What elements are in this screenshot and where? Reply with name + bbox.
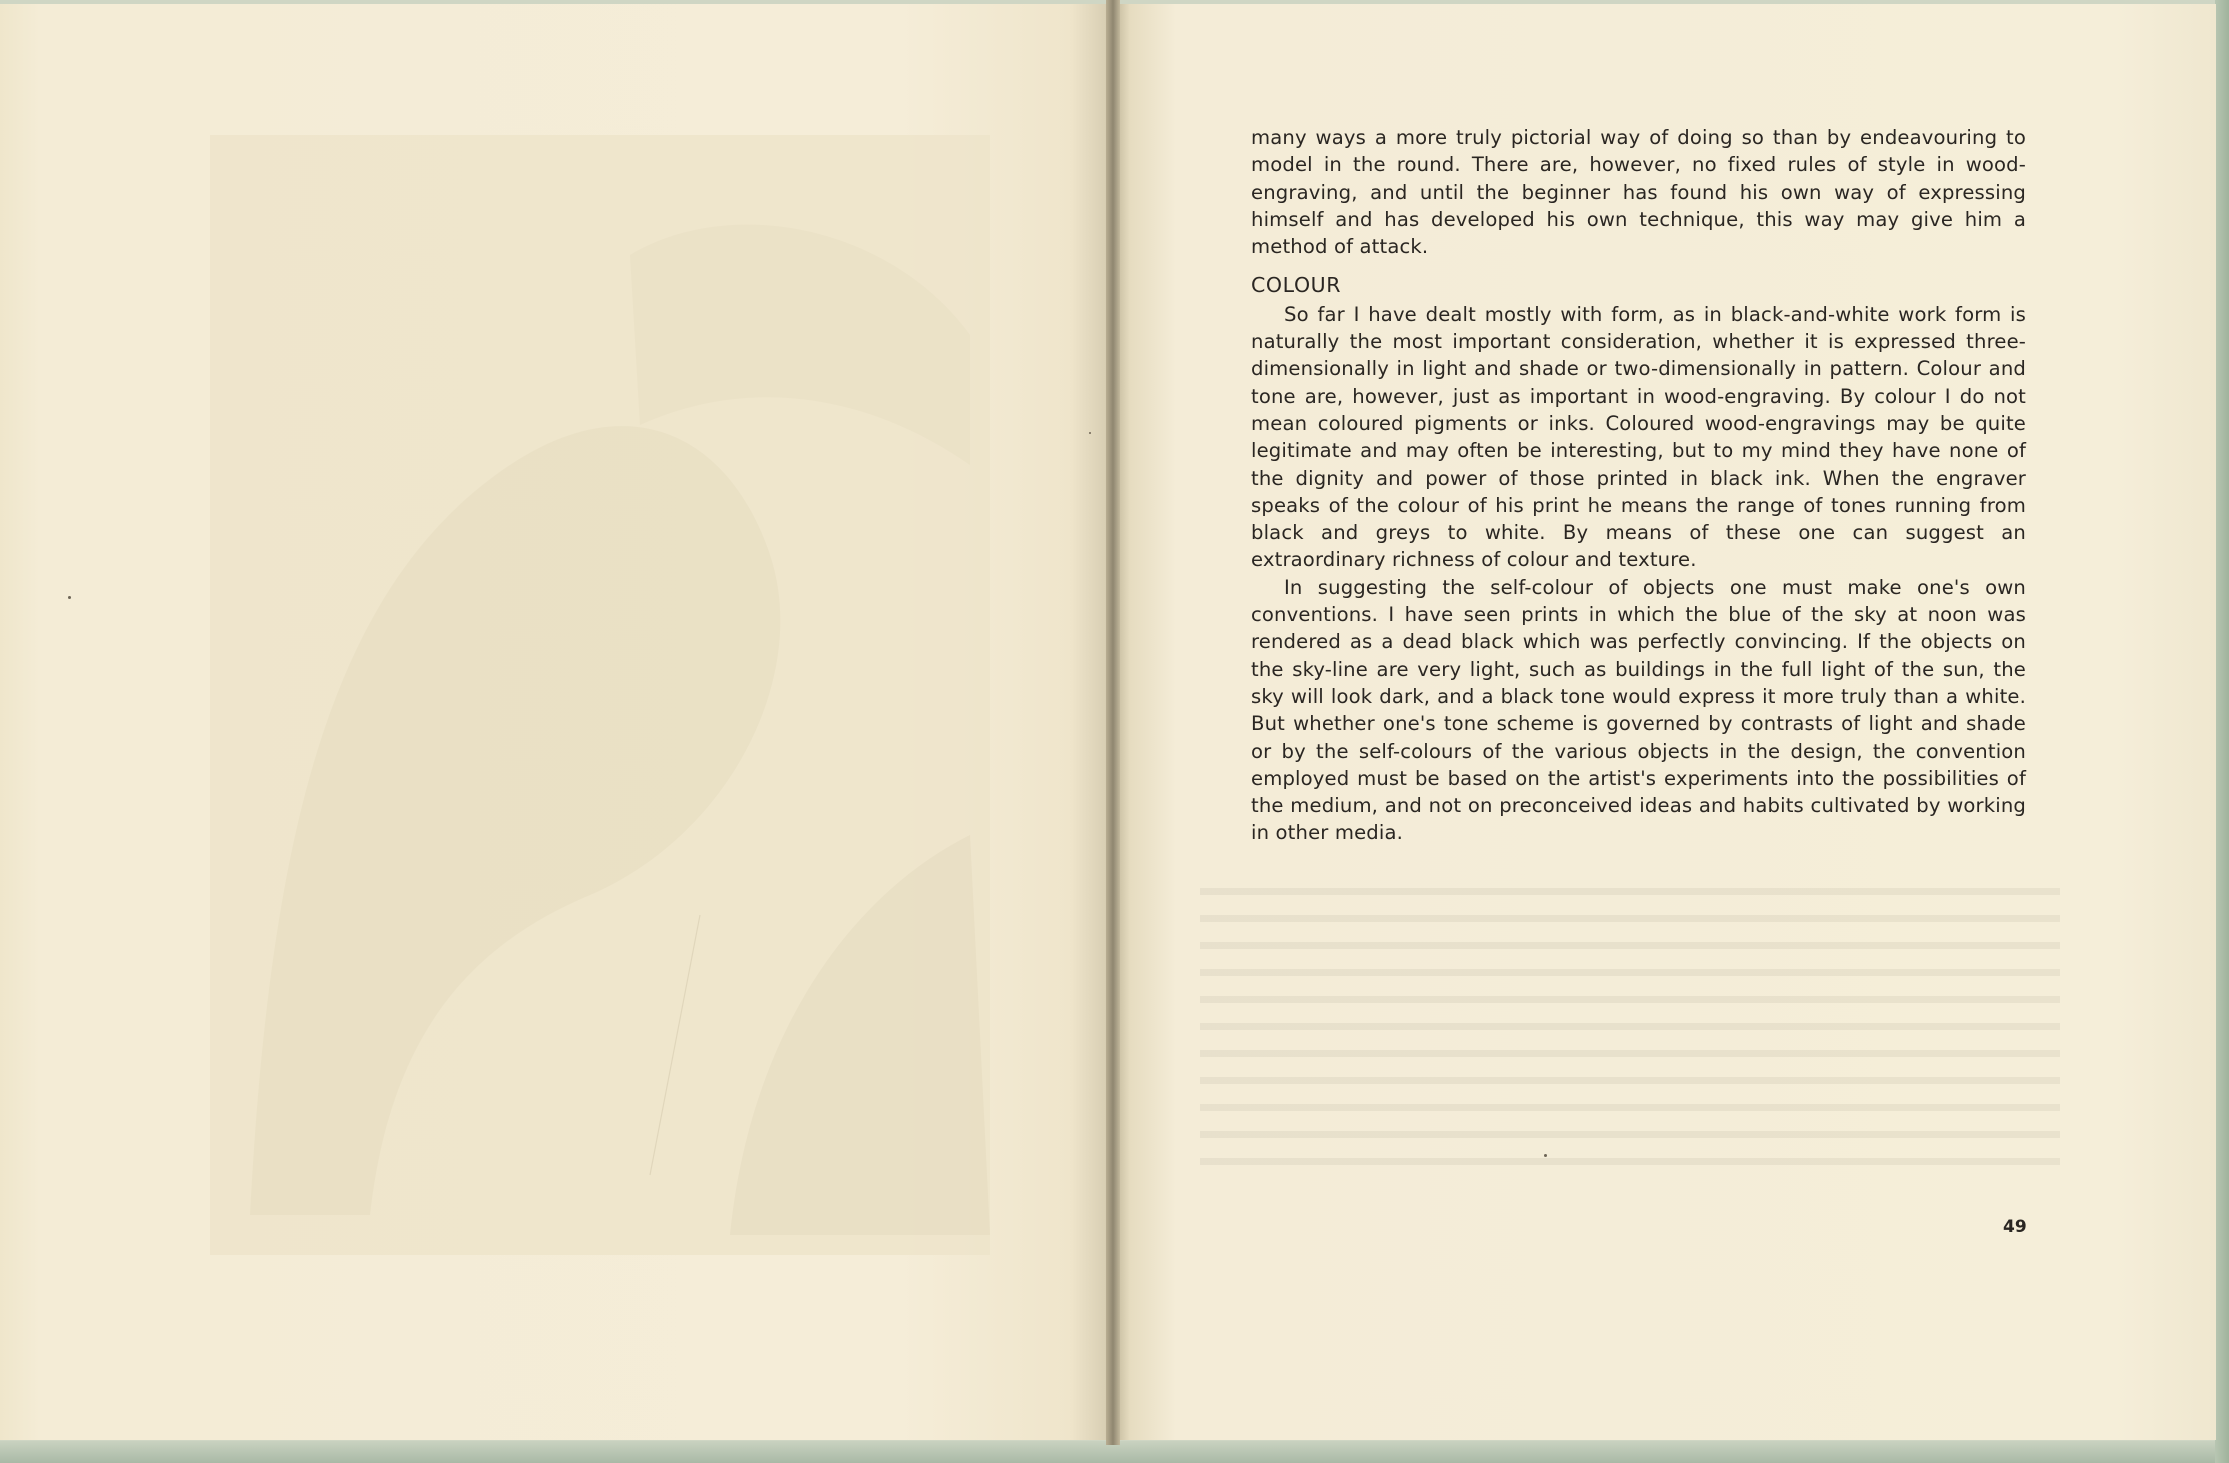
- section-heading-colour: COLOUR: [1251, 273, 1342, 298]
- paper-speck: [1544, 1154, 1547, 1157]
- body-text: [1251, 124, 2026, 847]
- engraving-show-through: [210, 135, 990, 1255]
- paragraph-colour-1: So far I have dealt mostly with form, as in black-and-white work form is naturally the most important consideration, whether it is expressed three-dimensionally in light and shade or two-dimensionally in pattern. Colour and tone are, however, just as important in wood-engraving. By colour I do not mean coloured pigments or inks. Coloured wood-engravings may be quite legitimate and may often be interesting, but to my mind they have none of the dignity and power of those printed in black ink. When the engraver speaks of the colour of his print he means the range of tones running from black and greys to white. By means of these one can suggest an extraordinary richness of colour and texture.: [1251, 302, 2026, 572]
- paper-speck: [68, 596, 71, 599]
- paragraph-intro: many ways a more truly pictorial way of doing so than by endeavouring to model in the round. There are, however, no fixed rules of style in wood-engraving, and until the beginner has found his own way of expressing himself and has developed his own technique, this way may give him a method of attack.: [1251, 126, 2026, 259]
- right-page-show-through: [1200, 870, 2060, 1180]
- page-number: 49: [2003, 1217, 2027, 1237]
- cover-edge-right: [2215, 0, 2229, 1463]
- paper-speck: [1089, 432, 1091, 434]
- paragraph-colour-2: In suggesting the self-colour of objects one must make one's own conventions. I have seen prints in which the blue of the sky at noon was rendered as a dead black which was perfectly convincing. If the objects on the sky-line are very light, such as buildings in the full light of the sun, the sky will look dark, and a black tone would express it more truly than a white. But whether one's tone scheme is governed by contrasts of light and shade or by the self-colours of the various objects in the design, the convention employed must be based on the artist's experiments into the possibilities of the medium, and not on preconceived ideas and habits cultivated by working in other media.: [1251, 575, 2026, 845]
- book-gutter: [1106, 0, 1120, 1445]
